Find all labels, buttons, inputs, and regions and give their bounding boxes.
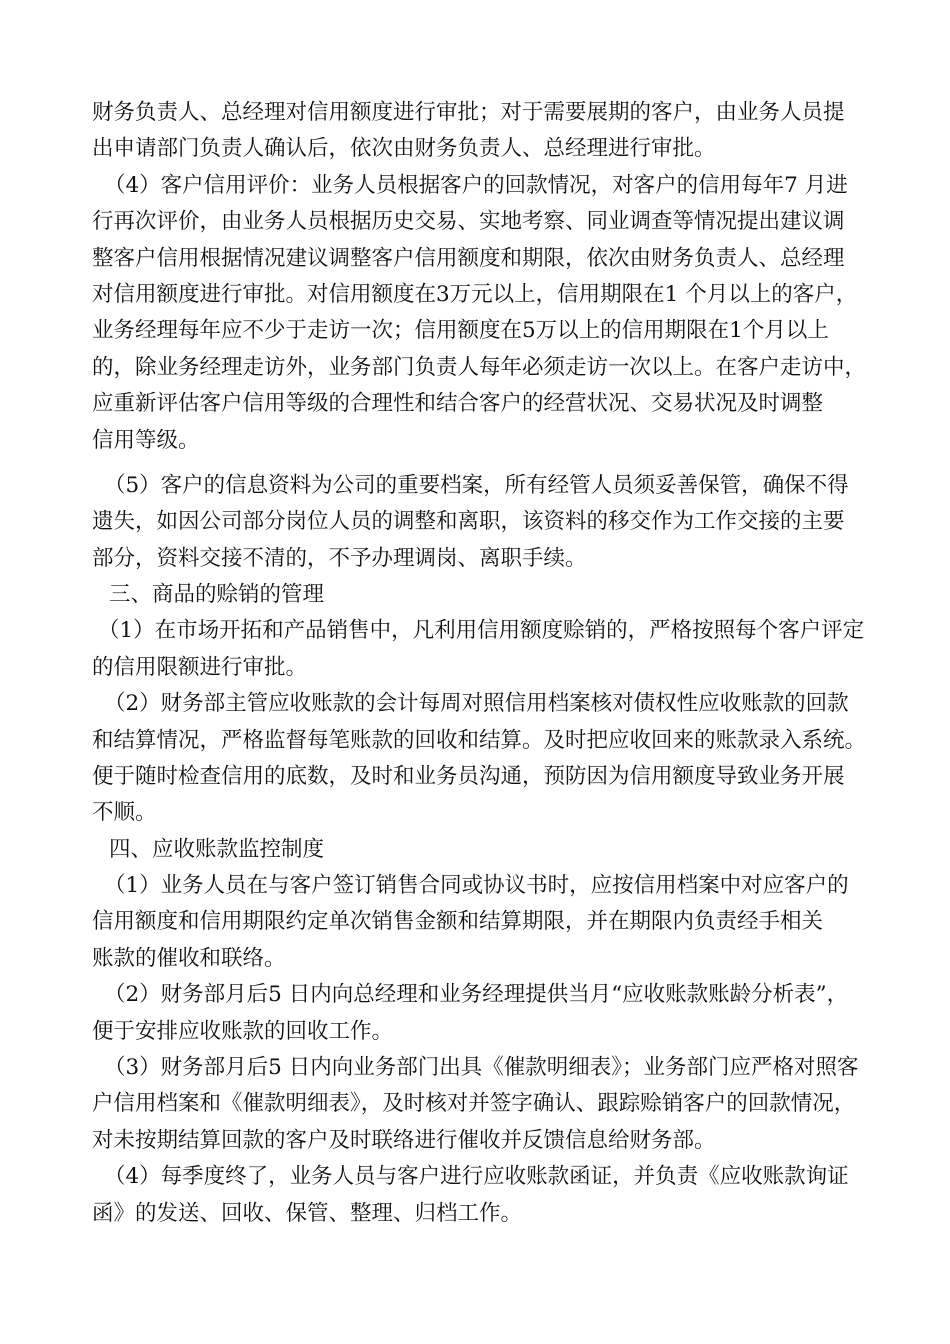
text-line: 户信用档案和《催款明细表》，及时核对并签字确认、跟踪赊销客户的回款情况， <box>92 1091 856 1116</box>
text-line: 便于随时检查信用的底数，及时和业务员沟通，预防因为信用额度导致业务开展 <box>92 764 845 789</box>
text-line: 三、商品的赊销的管理 <box>109 582 325 607</box>
text-line: 的，除业务经理走访外，业务部门负责人每年必须走访一次以上。在客户走访中， <box>92 355 867 380</box>
text-line: 财务负责人、总经理对信用额度进行审批；对于需要展期的客户，由业务人员提 <box>92 100 845 125</box>
text-line: 不顺。 <box>92 800 157 825</box>
text-line: 出申请部门负责人确认后，依次由财务负责人、总经理进行审批。 <box>92 136 716 161</box>
text-line: 信用额度和信用期限约定单次销售金额和结算期限，并在期限内负责经手相关 <box>92 909 824 934</box>
text-line: 四、应收账款监控制度 <box>109 837 325 862</box>
text-line: 账款的催收和联络。 <box>92 946 286 971</box>
text-line: 函》的发送、回收、保管、整理、归档工作。 <box>92 1201 523 1226</box>
text-line: 对未按期结算回款的客户及时联络进行催收并反馈信息给财务部。 <box>92 1128 716 1153</box>
text-line: （2）财务部月后5 日内向总经理和业务经理提供当月“应收账款账龄分析表”， <box>104 982 849 1007</box>
text-line: （2）财务部主管应收账款的会计每周对照信用档案核对债权性应收账款的回款 <box>104 691 849 716</box>
text-line: 信用等级。 <box>92 428 200 453</box>
text-line: （4）客户信用评价：业务人员根据客户的回款情况，对客户的信用每年7 月进 <box>104 173 848 198</box>
text-line: 和结算情况，严格监督每笔账款的回收和结算。及时把应收回来的账款录入系统。 <box>92 728 867 753</box>
text-line: 整客户信用根据情况建议调整客户信用额度和期限，依次由财务负责人、总经理 <box>92 246 845 271</box>
text-line: 对信用额度进行审批。对信用额度在3万元以上，信用期限在1 个月以上的客户， <box>92 282 858 307</box>
text-line: 业务经理每年应不少于走访一次；信用额度在5万以上的信用期限在1个月以上 <box>92 318 829 343</box>
text-line: （1）业务人员在与客户签订销售合同或协议书时，应按信用档案中对应客户的 <box>104 873 849 898</box>
text-line: （3）财务部月后5 日内向业务部门出具《催款明细表》；业务部门应严格对照客 <box>104 1055 859 1080</box>
text-line: 行再次评价，由业务人员根据历史交易、实地考察、同业调查等情况提出建议调 <box>92 209 845 234</box>
text-line: 的信用限额进行审批。 <box>92 655 308 680</box>
text-line: （5）客户的信息资料为公司的重要档案，所有经管人员须妥善保管，确保不得 <box>104 473 849 498</box>
text-line: 部分，资料交接不清的，不予办理调岗、离职手续。 <box>92 546 587 571</box>
text-line: 应重新评估客户信用等级的合理性和结合客户的经营状况、交易状况及时调整 <box>92 391 824 416</box>
text-line: （4）每季度终了，业务人员与客户进行应收账款函证，并负责《应收账款询证 <box>104 1164 849 1189</box>
text-line: （1）在市场开拓和产品销售中，凡利用信用额度赊销的，严格按照每个客户评定 <box>98 618 865 643</box>
text-line: 遗失，如因公司部分岗位人员的调整和离职，该资料的移交作为工作交接的主要 <box>92 509 845 534</box>
text-line: 便于安排应收账款的回收工作。 <box>92 1019 394 1044</box>
